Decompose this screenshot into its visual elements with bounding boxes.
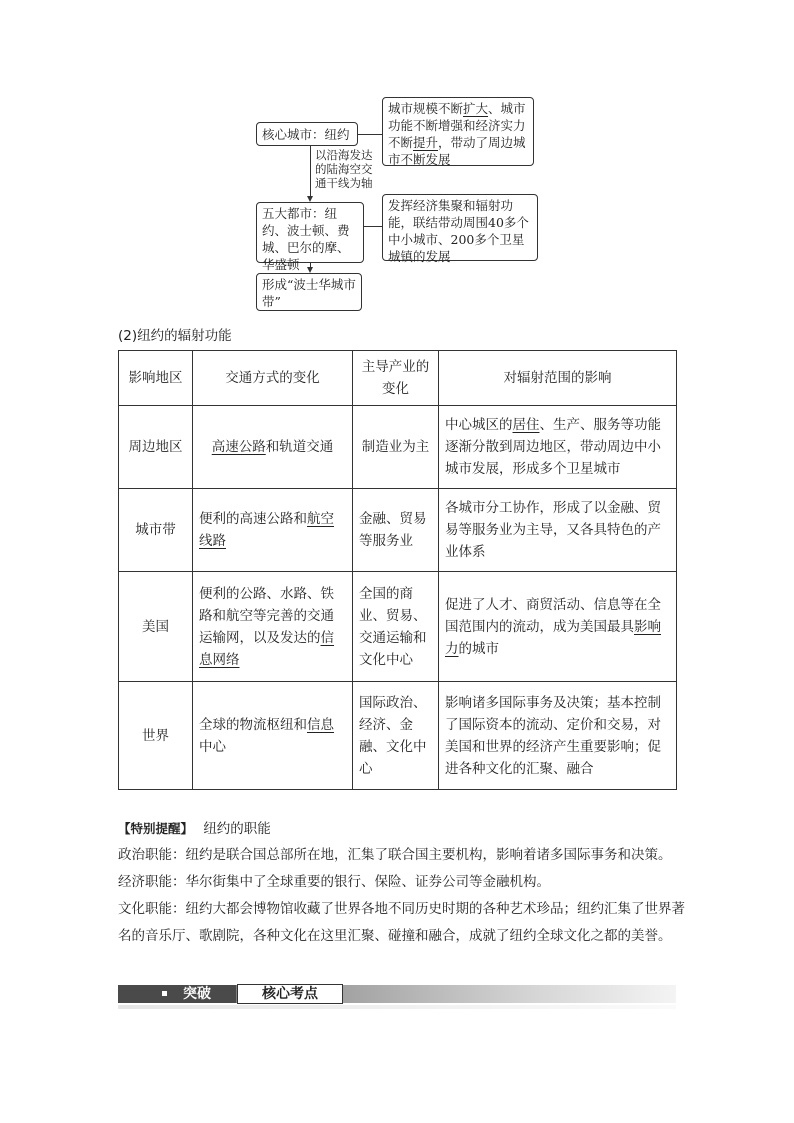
tip-tag: 【特别提醒】 [118,821,194,836]
cell-impact: 影响诸多国际事务及决策；基本控制了国际资本的流动、定价和交易，对美国和世界的经济产生重要影响；促进各种文化的汇聚、融合 [439,682,677,790]
core-desc-text: 城市规模不断扩大、城市功能不断增强和经济实力不断提升，带动了周边城市不断发展 [388,101,526,167]
tip-cultural: 文化职能：纽约大都会博物馆收藏了世界各地不同历史时期的各种艺术珍品；纽约汇集了世界著名的音乐厅、歌剧院，各种文化在这里汇聚、碰撞和融合，成就了纽约全球文化之都的美誉。 [118,901,685,944]
cell-industry: 金融、贸易等服务业 [353,489,439,572]
five-cities-box [256,202,364,272]
radiation-table [118,350,677,790]
cell-transport: 便利的公路、水路、铁路和航空等完善的交通运输网，以及发达的信息网络 [193,572,353,682]
tip-political: 政治职能：纽约是联合国总部所在地，汇集了联合国主要机构，影响着诸多国际事务和决策。 [118,847,672,863]
banner-right: 核心考点 [237,984,343,1004]
square-bullet-icon [162,991,167,996]
transport-axis-note: 以沿海发达的陆海空交通干线为轴 [315,148,373,190]
five-cities-text: 五大都市：纽约、波士顿、费城、巴尔的摩、华盛顿 [262,206,350,272]
cell-region: 世界 [119,682,193,790]
cell-transport: 便利的高速公路和航空线路 [193,489,353,572]
table-row [119,682,677,790]
header-transport: 交通方式的变化 [193,351,353,406]
cell-impact: 各城市分工协作，形成了以金融、贸易等服务业为主导，又各具特色的产业体系 [439,489,677,572]
header-region: 影响地区 [119,351,193,406]
connector-core [358,134,382,135]
cell-region: 美国 [119,572,193,682]
table-row [119,572,677,682]
flow-line-1 [310,146,311,196]
cell-transport: 高速公路和轨道交通 [193,406,353,489]
cell-industry: 国际政治、经济、金融、文化中心 [353,682,439,790]
banner-left [118,985,236,1003]
tip-title-line [118,815,688,843]
core-desc-box [382,97,534,166]
header-impact: 对辐射范围的影响 [439,351,677,406]
core-city-text: 核心城市：纽约 [262,127,350,142]
cell-impact: 中心城区的居住、生产、服务等功能逐渐分散到周边地区，带动周边中小城市发展，形成多个卫星城市 [439,406,677,489]
cell-transport: 全球的物流枢纽和信息中心 [193,682,353,790]
table-row [119,406,677,489]
tip-title: 纽约的职能 [203,821,271,837]
tip-economic: 经济职能：华尔街集中了全球重要的银行、保险、证券公司等金融机构。 [118,874,550,890]
cell-region: 周边地区 [119,406,193,489]
banner-left-text: 突破 [183,986,211,1002]
cell-industry: 制造业为主 [353,406,439,489]
result-box [256,273,362,311]
result-text: 形成“波士华城市带” [262,277,356,309]
table-row [119,489,677,572]
connector-five [364,226,382,227]
five-desc-box [382,194,538,264]
table-header-row [119,351,677,406]
cell-impact: 促进了人才、商贸活动、信息等在全国范围内的流动，成为美国最具影响力的城市 [439,572,677,682]
cell-industry: 全国的商业、贸易、交通运输和文化中心 [353,572,439,682]
section-heading: (2)纽约的辐射功能 [118,328,232,344]
banner-shadow [118,1005,676,1009]
cell-region: 城市带 [119,489,193,572]
core-city-box [256,122,358,146]
header-industry: 主导产业的变化 [353,351,439,406]
five-desc-text: 发挥经济集聚和辐射功能，联结带动周围40多个中小城市、200多个卫星城镇的发展 [388,198,529,264]
